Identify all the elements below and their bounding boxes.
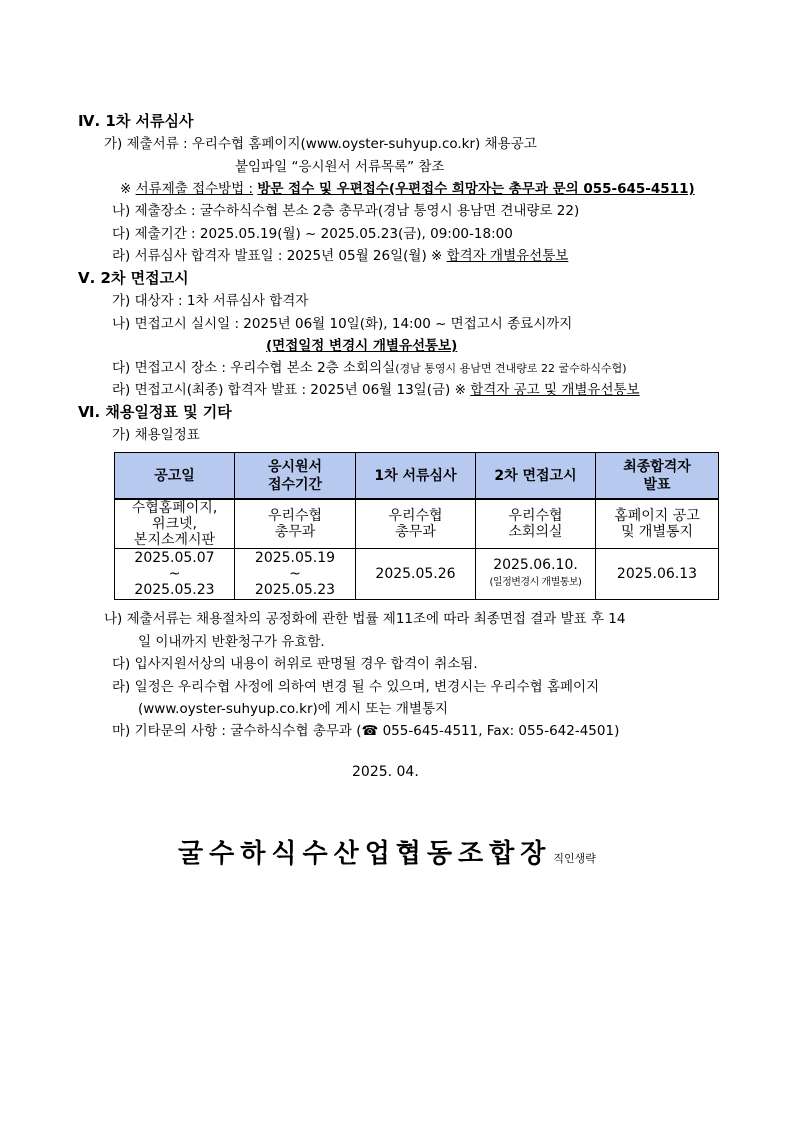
sec6-item-ra: 라) 일정은 우리수협 사정에 의하여 변경 될 수 있으며, 변경시는 우리수협 홈페이지 [112, 679, 600, 695]
sec4-ra-underline: 합격자 개별유선통보 [446, 248, 569, 264]
table-row [115, 549, 719, 600]
header-cell: 2차 면접고시 [476, 453, 596, 500]
document-date: 2025. 04. [352, 764, 419, 780]
sec4-item-ra [112, 246, 568, 266]
table-cell: 우리수협 소회의실 [476, 499, 596, 549]
table-cell: 2025.05.07 ~ 2025.05.23 [115, 549, 235, 600]
header-cell: 1차 서류심사 [356, 453, 476, 500]
sec4-item-na: 나) 제출장소 : 굴수하식수협 본소 2층 총무과(경남 통영시 용남면 견내량로 22) [112, 203, 580, 219]
schedule-table [114, 452, 719, 600]
sec6-item-na: 나) 제출서류는 채용절차의 공정화에 관한 법률 제11조에 따라 최종면접 결과 발표 후 14 [104, 611, 626, 627]
interview-change-note: (일정변경시 개별통보) [489, 577, 582, 588]
note-method: 방문 접수 및 우편접수(우편접수 희망자는 총무과 문의 055-645-4511) [257, 181, 695, 197]
sec6-item-na-cont: 일 이내까지 반환청구가 유효함. [138, 634, 325, 650]
section-5-title: Ⅴ. 2차 면접고시 [78, 269, 189, 287]
sec4-note [120, 179, 695, 199]
table-cell: 우리수협 총무과 [356, 499, 476, 549]
sec4-item-da: 다) 제출기간 : 2025.05.19(월) ~ 2025.05.23(금), 09:00-18:00 [112, 226, 513, 242]
sec6-item-ga: 가) 채용일정표 [112, 427, 200, 443]
note-label: 서류제출 접수방법 : [135, 181, 254, 197]
sec5-ra-text: 라) 면접고시(최종) 합격자 발표 : 2025년 06월 13일(금) ※ [112, 382, 466, 398]
table-cell: 2025.06.13 [596, 549, 719, 600]
header-cell: 최종합격자 발표 [596, 453, 719, 500]
note-mark: ※ [120, 181, 132, 197]
sec5-ra-underline: 합격자 공고 및 개별유선통보 [470, 382, 640, 398]
sec5-item-ra [112, 380, 640, 400]
sec4-item-ga-cont: 붙임파일 “응시원서 서류목록” 참조 [235, 159, 445, 175]
sec5-na-note: (면접일정 변경시 개별유선통보) [266, 338, 458, 354]
sec4-item-ga: 가) 제출서류 : 우리수협 홈페이지(www.oyster-suhyup.co.kr) 채용공고 [104, 136, 537, 152]
sec5-da-text: 다) 면접고시 장소 : 우리수협 본소 2층 소회의실 [112, 360, 396, 376]
sec5-item-na: 나) 면접고시 실시일 : 2025년 06월 10일(화), 14:00 ~ 면접고시 종료시까지 [112, 316, 573, 332]
sec6-item-ma: 마) 기타문의 사항 : 굴수하식수협 총무과 (☎ 055-645-4511, Fax: 055-642-4501) [112, 723, 620, 739]
sec6-item-ra-cont: (www.oyster-suhyup.co.kr)에 게시 또는 개별통지 [138, 701, 449, 717]
section-4-title: Ⅳ. 1차 서류심사 [78, 112, 194, 130]
table-cell: 2025.05.19 ~ 2025.05.23 [235, 549, 356, 600]
seal-note: 직인생략 [553, 852, 596, 865]
table-cell: 수협홈페이지, 위크넷, 본지소게시판 [115, 499, 235, 549]
sec5-item-ga: 가) 대상자 : 1차 서류심사 합격자 [112, 293, 309, 309]
table-cell: 우리수협 총무과 [235, 499, 356, 549]
sec5-da-small: (경남 통영시 용남면 견내량로 22 굴수하식수협) [395, 362, 627, 375]
header-cell: 공고일 [115, 453, 235, 500]
sec6-item-da: 다) 입사지원서상의 내용이 허위로 판명될 경우 합격이 취소됨. [112, 656, 478, 672]
table-header-row [115, 453, 719, 500]
table-cell: 2025.06.10. (일정변경시 개별통보) [476, 549, 596, 600]
header-cell: 응시원서 접수기간 [235, 453, 356, 500]
table-cell: 2025.05.26 [356, 549, 476, 600]
table-row [115, 499, 719, 549]
sec4-ra-text: 라) 서류심사 합격자 발표일 : 2025년 05월 26일(월) ※ [112, 248, 443, 264]
sec5-item-da [112, 358, 627, 379]
section-6-title: Ⅵ. 채용일정표 및 기타 [78, 403, 232, 421]
signature-block [178, 833, 596, 870]
table-cell: 홈페이지 공고 및 개별통지 [596, 499, 719, 549]
issuer-name: 굴수하식수산업협동조합장 [178, 839, 552, 869]
